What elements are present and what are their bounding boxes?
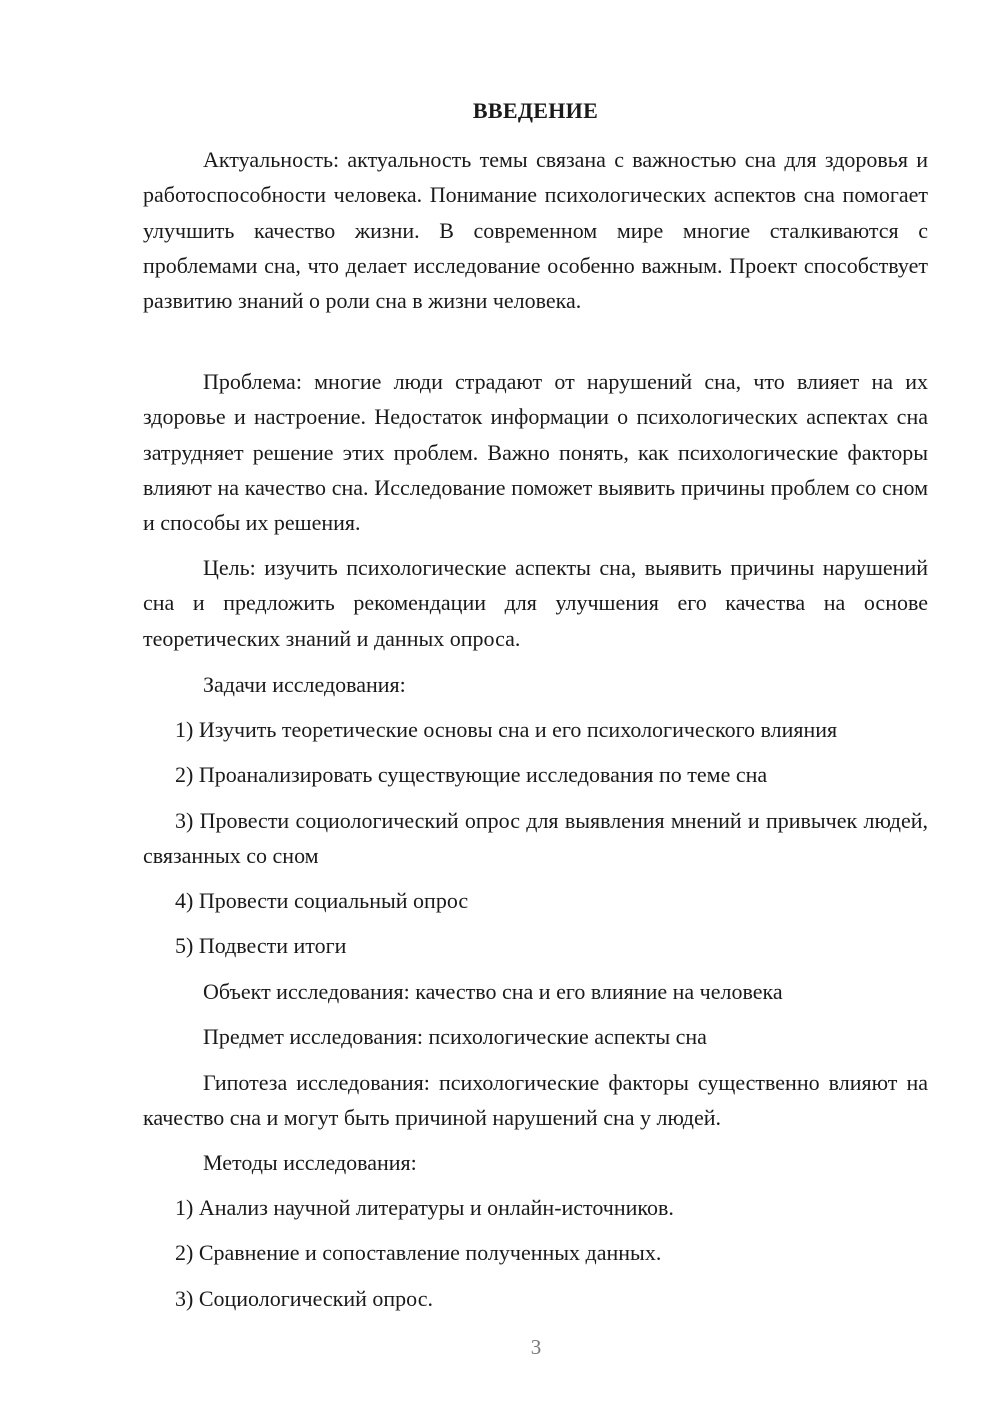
method-item-1: 1) Анализ научной литературы и онлайн-источников. xyxy=(175,1195,674,1220)
object-line: Объект исследования: качество сна и его влияние на человека xyxy=(203,979,783,1004)
task-item-4: 4) Провести социальный опрос xyxy=(175,888,469,913)
methods-title: Методы исследования: xyxy=(203,1150,417,1175)
task-item-1: 1) Изучить теоретические основы сна и его психологического влияния xyxy=(175,717,838,742)
task-item-3: 3) Провести социологический опрос для выявления мнений и привычек людей, связанных со сном xyxy=(143,808,928,869)
tasks-title: Задачи исследования: xyxy=(203,672,406,697)
method-item-3: 3) Социологический опрос. xyxy=(175,1286,433,1311)
page-number: 3 xyxy=(530,1335,542,1359)
relevance-paragraph: Актуальность: актуальность темы связана с важностью сна для здоровья и работоспособности человека. Понимание психологических аспектов сна помогает улучшить качество жизни. В современном мире многие сталкиваются с проблемами сна, что делает исследование особенно важным. Проект способствует развитию знаний о роли сна в жизни человека. xyxy=(143,147,928,314)
subject-line: Предмет исследования: психологические аспекты сна xyxy=(203,1024,707,1049)
goal-paragraph: Цель: изучить психологические аспекты сна, выявить причины нарушений сна и предложить рекомендации для улучшения его качества на основе теоретических знаний и данных опроса. xyxy=(143,555,928,651)
section-heading: ВВЕДЕНИЕ xyxy=(472,98,599,123)
task-item-2: 2) Проанализировать существующие исследования по теме сна xyxy=(175,762,768,787)
problem-paragraph: Проблема: многие люди страдают от нарушений сна, что влияет на их здоровье и настроение. Недостаток информации о психологических аспектах сна затрудняет решение этих проблем. Важно понять, как психологические факторы влияют на качество сна. Исследование поможет выявить причины проблем со сном и способы их решения. xyxy=(143,369,928,536)
method-item-2: 2) Сравнение и сопоставление полученных данных. xyxy=(175,1240,662,1265)
hypothesis-paragraph: Гипотеза исследования: психологические факторы существенно влияют на качество сна и могут быть причиной нарушений сна у людей. xyxy=(143,1070,928,1131)
task-item-5: 5) Подвести итоги xyxy=(175,933,347,958)
